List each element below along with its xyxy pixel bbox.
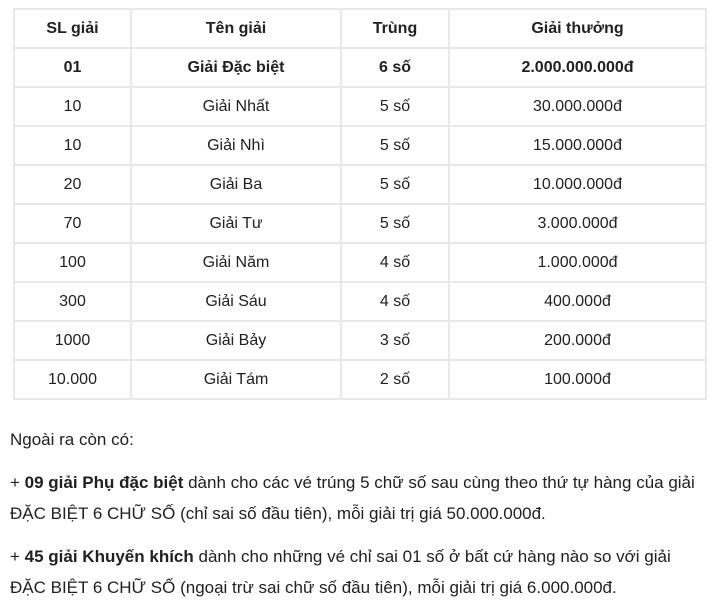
cell-prize-value: 200.000đ <box>449 321 706 360</box>
cell-match: 5 số <box>341 204 449 243</box>
note-plus-sign: + <box>10 547 25 566</box>
cell-match: 4 số <box>341 243 449 282</box>
cell-match: 5 số <box>341 165 449 204</box>
cell-quantity: 10 <box>14 126 131 165</box>
column-header-giai-thuong: Giải thưởng <box>449 9 706 48</box>
cell-quantity: 10 <box>14 87 131 126</box>
table-row-tu <box>14 204 706 243</box>
note-khuyen-khich <box>10 541 708 603</box>
note-bold-label: 45 giải Khuyến khích <box>24 547 194 566</box>
cell-prize-value: 3.000.000đ <box>449 204 706 243</box>
cell-quantity: 01 <box>14 48 131 87</box>
cell-match: 5 số <box>341 87 449 126</box>
cell-quantity: 1000 <box>14 321 131 360</box>
cell-prize-value: 30.000.000đ <box>449 87 706 126</box>
cell-match: 6 số <box>341 48 449 87</box>
cell-match: 2 số <box>341 360 449 399</box>
cell-prize-value: 1.000.000đ <box>449 243 706 282</box>
table-row-nam <box>14 243 706 282</box>
table-row-ba <box>14 165 706 204</box>
prize-table <box>13 8 707 400</box>
cell-prize-value: 400.000đ <box>449 282 706 321</box>
cell-prize-name: Giải Năm <box>131 243 341 282</box>
notes-intro: Ngoài ra còn có: <box>10 430 134 449</box>
cell-prize-name: Giải Nhất <box>131 87 341 126</box>
cell-prize-name: Giải Sáu <box>131 282 341 321</box>
cell-quantity: 70 <box>14 204 131 243</box>
cell-quantity: 10.000 <box>14 360 131 399</box>
cell-prize-name: Giải Tư <box>131 204 341 243</box>
table-row-nhi <box>14 126 706 165</box>
additional-prizes-notes <box>0 424 720 603</box>
cell-match: 4 số <box>341 282 449 321</box>
column-header-sl-giai: SL giải <box>14 9 131 48</box>
prize-table-header <box>14 9 706 48</box>
cell-prize-name: Giải Nhì <box>131 126 341 165</box>
cell-prize-name: Giải Tám <box>131 360 341 399</box>
table-row-bay <box>14 321 706 360</box>
table-row-dac-biet <box>14 48 706 87</box>
cell-quantity: 100 <box>14 243 131 282</box>
cell-prize-value: 100.000đ <box>449 360 706 399</box>
cell-quantity: 20 <box>14 165 131 204</box>
note-plus-sign: + <box>10 473 25 492</box>
note-bold-label: 09 giải Phụ đặc biệt <box>24 473 184 492</box>
column-header-ten-giai: Tên giải <box>131 9 341 48</box>
cell-prize-value: 2.000.000.000đ <box>449 48 706 87</box>
note-body-text: dành cho các vé trúng 5 chữ số sau cùng theo thứ tự hàng của giải ĐẶC BIỆT 6 CHỮ SỐ (chỉ sai số đầu tiên), mỗi giải trị giá 50.000.000đ. <box>10 473 695 523</box>
cell-match: 3 số <box>341 321 449 360</box>
column-header-trung: Trùng <box>341 9 449 48</box>
header-row <box>14 9 706 48</box>
note-phu-dac-biet <box>10 467 708 529</box>
prize-table-body <box>14 48 706 399</box>
cell-prize-value: 15.000.000đ <box>449 126 706 165</box>
table-row-nhat <box>14 87 706 126</box>
table-row-sau <box>14 282 706 321</box>
cell-prize-name: Giải Bảy <box>131 321 341 360</box>
cell-prize-value: 10.000.000đ <box>449 165 706 204</box>
cell-quantity: 300 <box>14 282 131 321</box>
cell-prize-name: Giải Ba <box>131 165 341 204</box>
note-body-text: dành cho những vé chỉ sai 01 số ở bất cứ hàng nào so với giải ĐẶC BIỆT 6 CHỮ SỐ (ngoại trừ sai chữ số đầu tiên), mỗi giải trị giá 6.000.000đ. <box>10 547 671 597</box>
cell-match: 5 số <box>341 126 449 165</box>
table-row-tam <box>14 360 706 399</box>
cell-prize-name: Giải Đặc biệt <box>131 48 341 87</box>
